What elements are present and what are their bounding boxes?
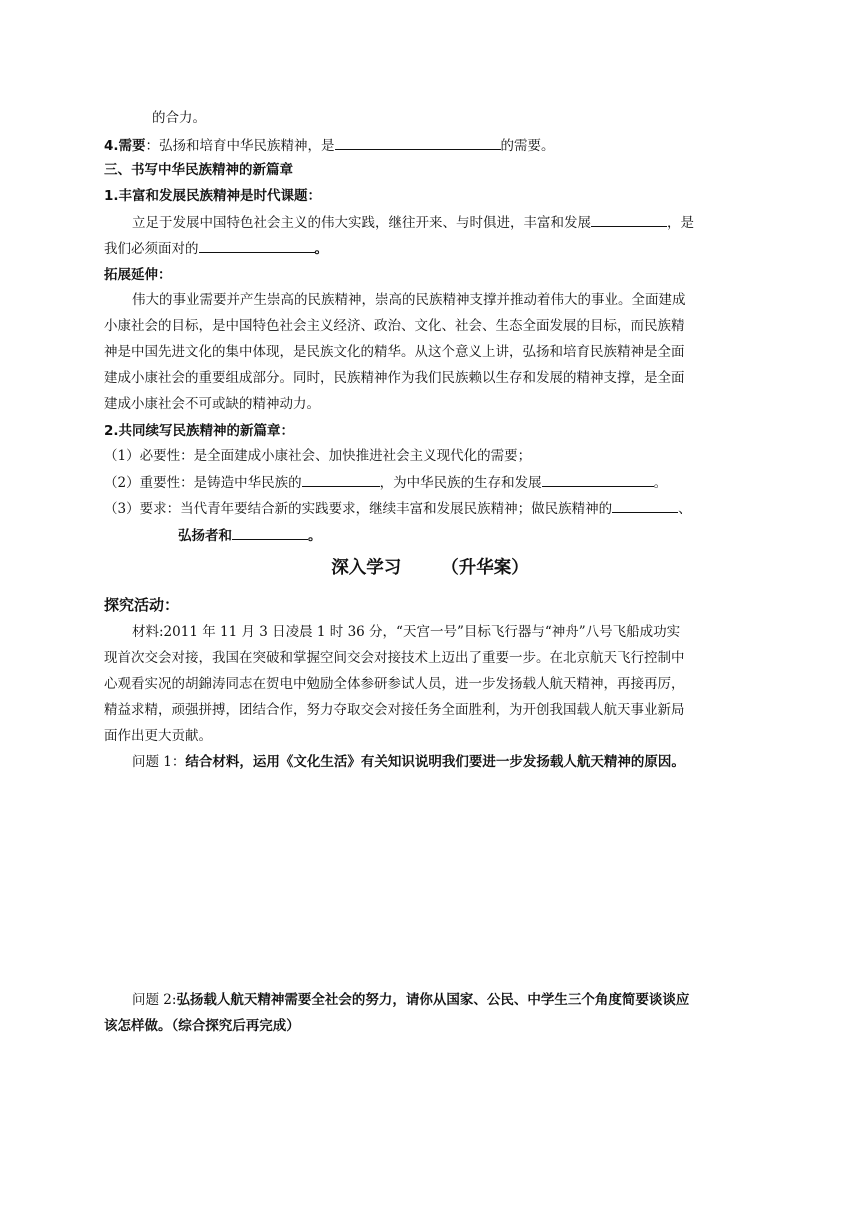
question-2: 问题 2:弘扬载人航天精神需要全社会的努力，请你从国家、公民、中学生三个角度简要谈谈应 [132, 992, 690, 1008]
deep-study-title: 深入学习 （升华案） [331, 558, 529, 578]
fill-blank[interactable] [335, 135, 501, 150]
p2-item-3: （3）要求：当代青年要结合新的实践要求，继续丰富和发展民族精神；做民族精神的 、 [104, 498, 692, 519]
ext-line: 建成小康社会的重要组成部分。同时，民族精神作为我们民族赖以生存和发展的精神支撑，是全面 [104, 370, 685, 386]
material-line: 材料:2011 年 11 月 3 日凌晨 1 时 36 分，“天宫一号”目标飞行器与“神舟”八号飞船成功实 [132, 624, 681, 640]
p2-item-1: （1）必要性：是全面建成小康社会、加快推进社会主义现代化的需要； [104, 448, 532, 464]
material-line: 精益求精，顽强拼搏，团结合作，努力夺取交会对接任务全面胜利，为开创我国载人航天事业新局 [104, 702, 685, 718]
section-4: 4.需要：弘扬和培育中华民族精神，是 的需要。 [104, 135, 555, 156]
fill-blank[interactable] [232, 525, 308, 540]
section-4-label: 4.需要 [104, 138, 146, 154]
material-line: 面作出更大贡献。 [104, 728, 212, 744]
extension-heading: 拓展延伸： [104, 267, 172, 283]
material-line: 现首次交会对接，我国在突破和掌握空间交会对接技术上迈出了重要一步。在北京航天飞行控制中 [104, 650, 685, 666]
question-2-cont: 该怎样做。（综合探究后再完成） [104, 1018, 300, 1034]
line-heli: 的合力。 [152, 110, 206, 126]
ext-line: 小康社会的目标，是中国特色社会主义经济、政治、文化、社会、生态全面发展的目标，而民族精 [104, 318, 685, 334]
p2-item-3-cont: 弘扬者和 。 [178, 525, 322, 546]
ext-line: 伟大的事业需要并产生崇高的民族精神，崇高的民族精神支撑并推动着伟大的事业。全面建成 [132, 292, 686, 308]
fill-blank[interactable] [591, 212, 667, 227]
part-3-heading: 三、书写中华民族精神的新篇章 [104, 162, 293, 178]
fill-blank[interactable] [302, 472, 380, 487]
subheading-1: 1.丰富和发展民族精神是时代课题： [104, 188, 322, 204]
ext-line: 神是中国先进文化的集中体现，是民族文化的精华。从这个意义上讲，弘扬和培育民族精神是全面 [104, 344, 685, 360]
material-line: 心观看实况的胡錦涛同志在贺电中勉励全体参研参试人员，进一步发扬载人航天精神，再接再厉， [104, 676, 685, 692]
p1-line1: 立足于发展中国特色社会主义的伟大实践，继往开来、与时俱进，丰富和发展 ，是 [132, 212, 694, 233]
question-1: 问题 1：结合材料，运用《文化生活》有关知识说明我们要进一步发扬载人航天精神的原因。 [132, 754, 685, 770]
p1-line2: 我们必须面对的 。 [104, 238, 328, 259]
ext-line: 建成小康社会不可或缺的精神动力。 [104, 396, 320, 412]
fill-blank[interactable] [542, 472, 654, 487]
probe-heading: 探究活动： [104, 596, 180, 614]
p2-item-2: （2）重要性：是铸造中华民族的 ，为中华民族的生存和发展 。 [104, 472, 667, 493]
subheading-2: 2.共同续写民族精神的新篇章： [104, 423, 295, 439]
answer-area-2[interactable] [104, 1045, 754, 1195]
fill-blank[interactable] [199, 238, 315, 253]
answer-area-1[interactable] [104, 780, 754, 980]
fill-blank[interactable] [612, 498, 678, 513]
